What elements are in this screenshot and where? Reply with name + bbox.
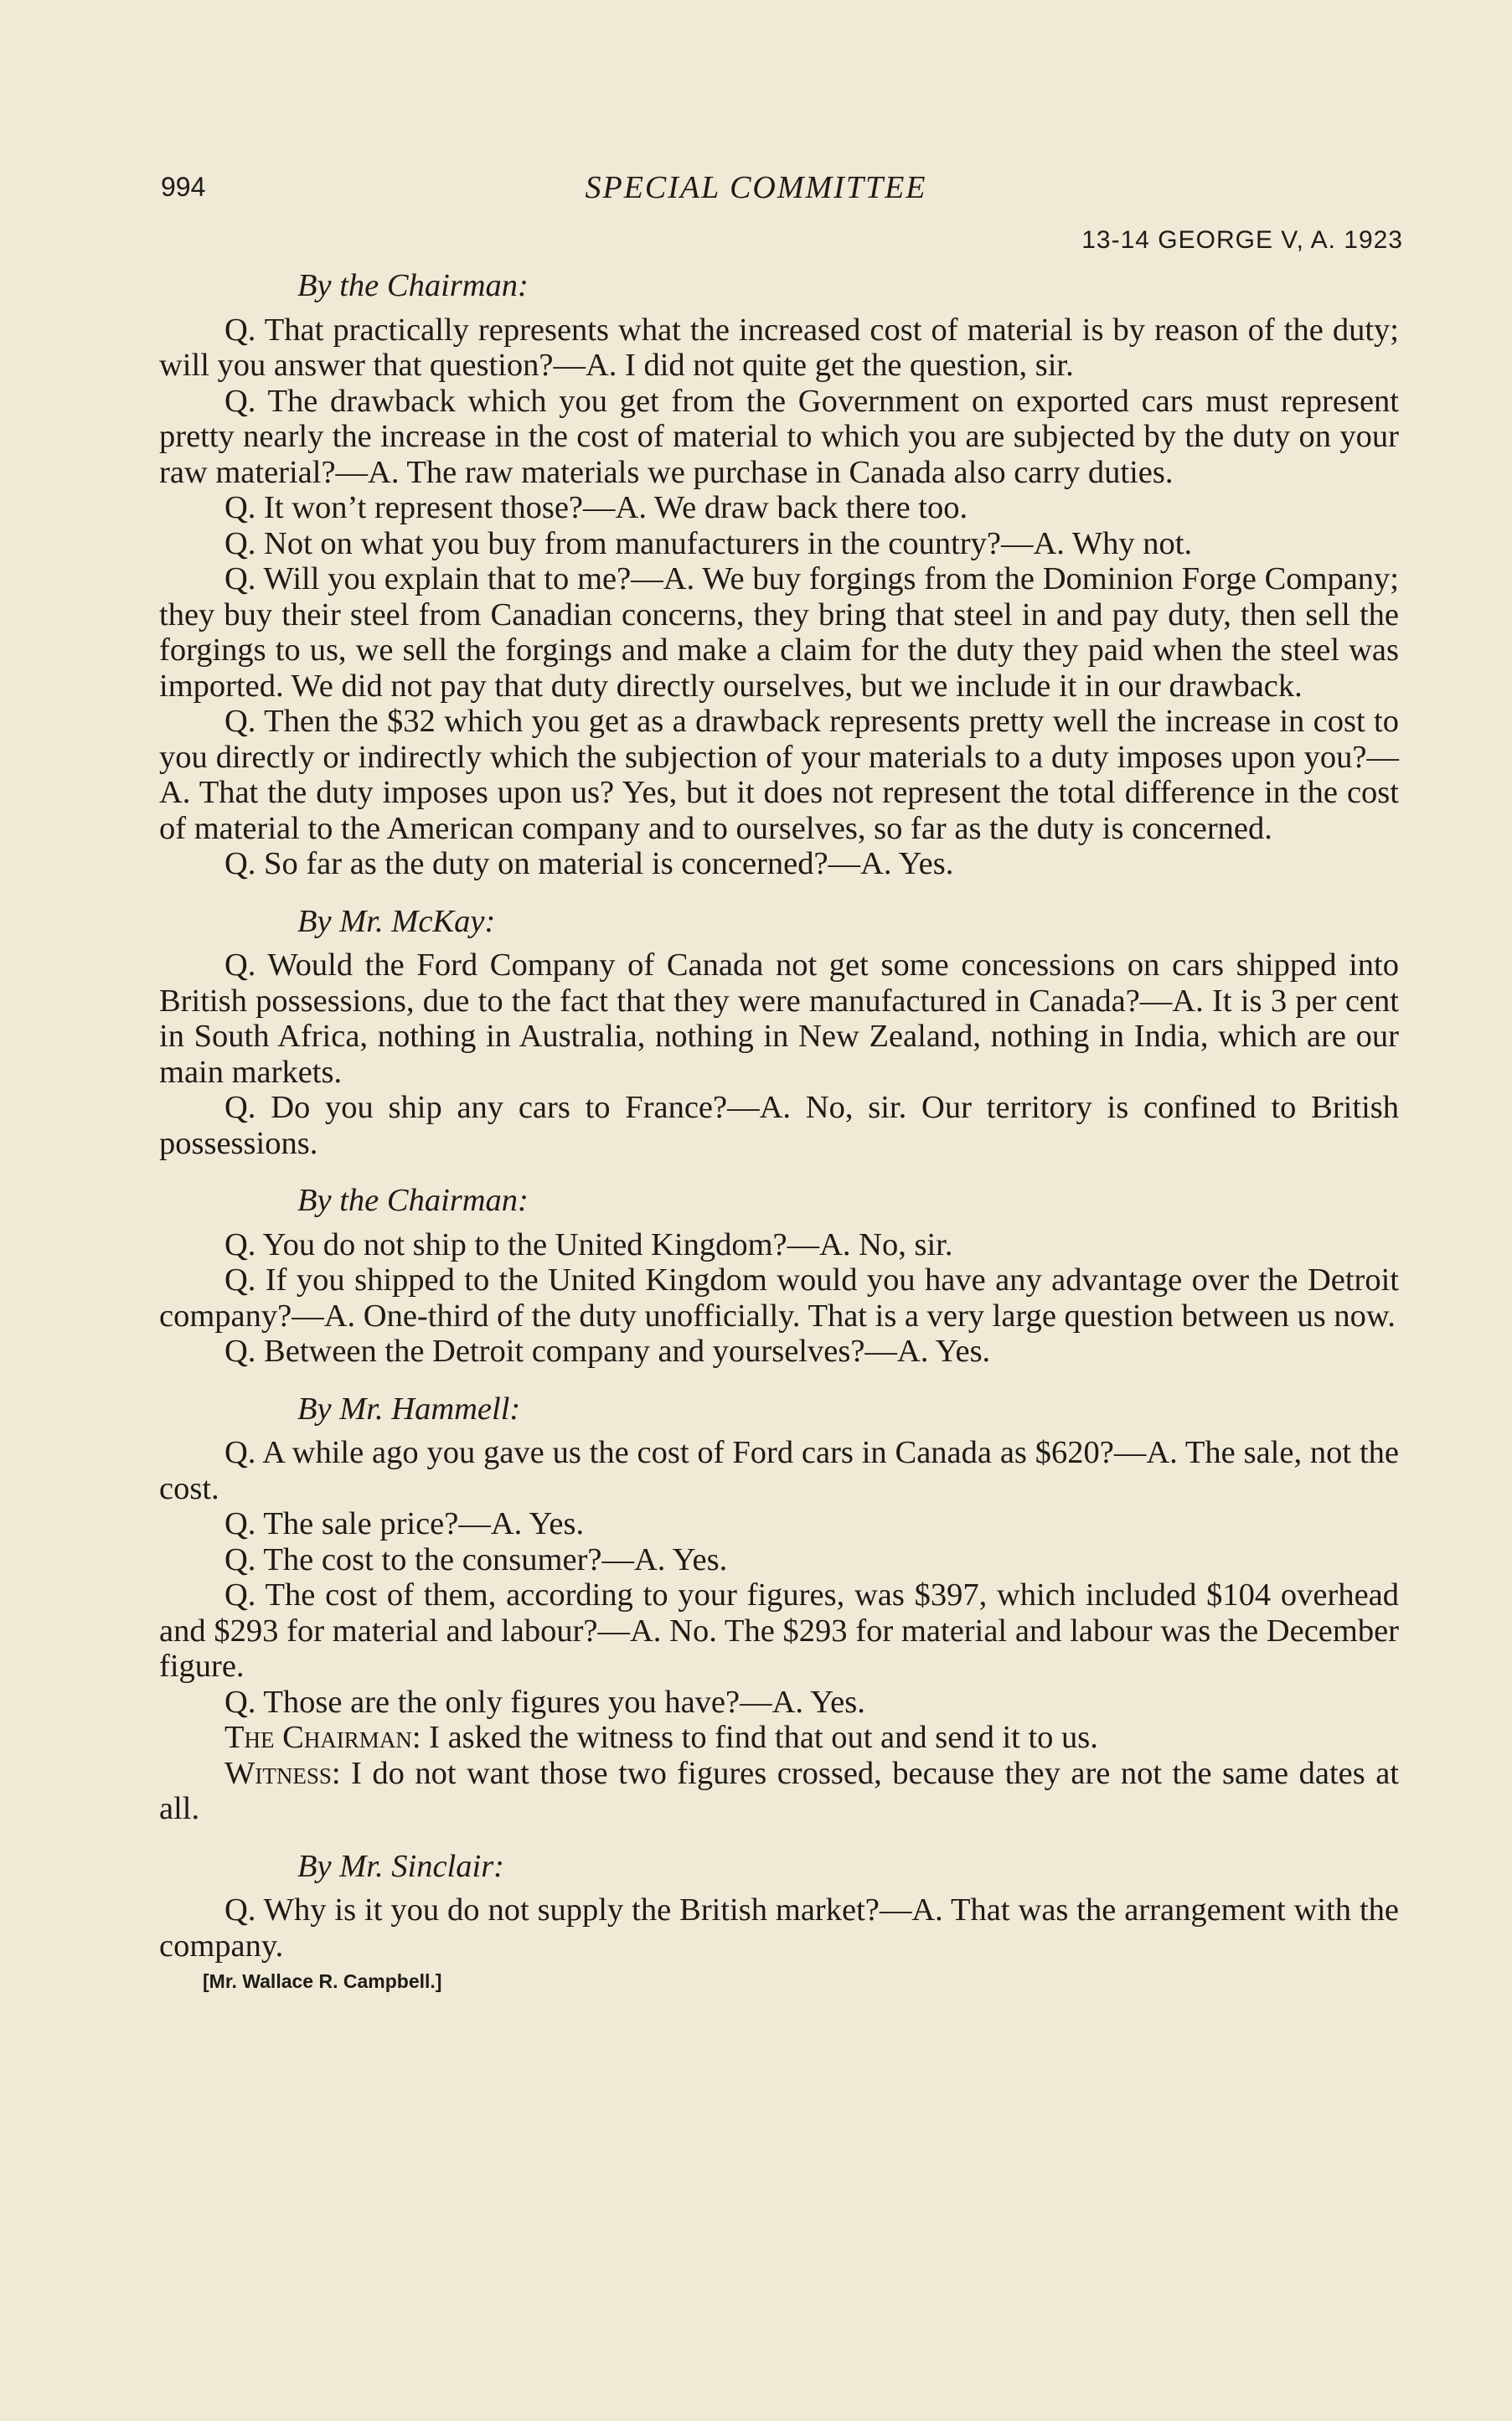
chairman-statement xyxy=(159,1720,1399,1756)
witness-footnote: [Mr. Wallace R. Campbell.] xyxy=(203,1970,442,1992)
speaker-name: The Chairman xyxy=(224,1720,412,1755)
statement-text: : I asked the witness to find that out and send it to us. xyxy=(411,1720,1098,1755)
session-reference: 13-14 GEORGE V, A. 1923 xyxy=(1081,226,1403,254)
witness-statement xyxy=(159,1756,1399,1827)
paragraph: Q. Not on what you buy from manufacturers in the country?—A. Why not. xyxy=(224,525,1193,561)
paragraph: Q. The cost of them, according to your figures, was $397, which included $104 overhead and $293 for material and labour?—A. No. The $293 for material and labour was the December figure. xyxy=(159,1577,1399,1684)
page-number: 994 xyxy=(161,172,206,202)
section-heading-hammell: By Mr. Hammell: xyxy=(297,1391,521,1427)
paragraph: Q. The cost to the consumer?—A. Yes. xyxy=(224,1541,728,1577)
paragraph: Q. A while ago you gave us the cost of Ford cars in Canada as $620?—A. The sale, not the cost. xyxy=(159,1435,1399,1506)
statement-text: : I do not want those two figures crossed, because they are not the same dates at all. xyxy=(159,1755,1399,1826)
running-title: SPECIAL COMMITTEE xyxy=(585,170,927,205)
section-heading-mckay: By Mr. McKay: xyxy=(297,903,496,939)
paragraph: Q. Those are the only figures you have?—A. Yes. xyxy=(224,1684,865,1720)
paragraph: Q. Would the Ford Company of Canada not get some concessions on cars shipped into British possessions, due to the fact that they were manufactured in Canada?—A. It is 3 per cent in South Africa, nothing in Australia, nothing in New Zealand, nothing in India, which are our main markets. xyxy=(159,947,1399,1090)
paragraph: Q. Will you explain that to me?—A. We buy forgings from the Dominion Forge Company; they buy their steel from Canadian concerns, they bring that steel in and pay duty, then sell the forgings to us, we sell the forgings and make a claim for the duty they paid when the steel was imported. We did not pay that duty directly ourselves, but we include it in our drawback. xyxy=(159,561,1399,704)
paragraph: Q. It won’t represent those?—A. We draw back there too. xyxy=(224,490,968,525)
section-heading-chairman: By the Chairman: xyxy=(297,1183,529,1218)
paragraph: Q. The sale price?—A. Yes. xyxy=(224,1506,585,1541)
paragraph: Q. Do you ship any cars to France?—A. No, sir. Our territory is confined to British possessions. xyxy=(159,1090,1399,1161)
paragraph: Q. Why is it you do not supply the British market?—A. That was the arrangement with the company. xyxy=(159,1892,1399,1964)
paragraph: Q. Then the $32 which you get as a drawback represents pretty well the increase in cost to you directly or indirectly which the subjection of your materials to a duty imposes upon you?—A. That the duty imposes upon us? Yes, but it does not represent the total difference in the cost of material to the American company and to ourselves, so far as the duty is concerned. xyxy=(159,704,1399,846)
paragraph: Q. That practically represents what the increased cost of material is by reason of the duty; will you answer that question?—A. I did not quite get the question, sir. xyxy=(159,312,1399,383)
testimony-body xyxy=(159,268,1399,1994)
paragraph: Q. If you shipped to the United Kingdom would you have any advantage over the Detroit company?—A. One-third of the duty unofficially. That is a very large question between us now. xyxy=(159,1262,1399,1334)
paragraph: Q. The drawback which you get from the Government on exported cars must represent pretty nearly the increase in the cost of material to which you are subjected by the duty on your raw material?—A. The raw materials we purchase in Canada also carry duties. xyxy=(159,383,1399,490)
section-heading-sinclair: By Mr. Sinclair: xyxy=(297,1848,504,1884)
paragraph: Q. Between the Detroit company and yourselves?—A. Yes. xyxy=(224,1334,991,1369)
paragraph: Q. So far as the duty on material is concerned?—A. Yes. xyxy=(224,846,954,881)
section-heading-chairman: By the Chairman: xyxy=(297,268,529,303)
paragraph: Q. You do not ship to the United Kingdom?—A. No, sir. xyxy=(224,1226,953,1262)
speaker-name: Witness xyxy=(224,1755,332,1791)
